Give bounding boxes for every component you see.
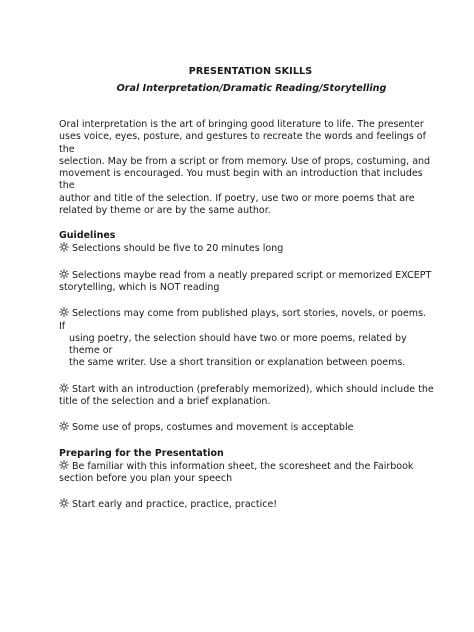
intro-line: selection. May be from a script or from memory. Use of props, costuming, and [59,155,431,167]
intro-line: author and title of the selection. If poetry, use two or more poems that are [59,192,415,204]
guideline-text: the same writer. Use a short transition or explanation between poems. [69,357,406,369]
sun-icon [59,307,69,317]
guideline-text: storytelling, which is NOT reading [59,281,220,293]
guideline-item [59,307,434,369]
guidelines-heading: Guidelines [59,230,116,242]
intro-line: movement is encouraged. You must begin with an introduction that includes the [59,168,423,192]
page-title: PRESENTATION SKILLS [188,66,313,77]
intro-line: Oral interpretation is the art of bringing good literature to life. The presenter [59,119,424,130]
sun-icon [59,269,69,279]
sun-icon [59,498,69,508]
sun-icon [59,383,69,393]
guideline-item [59,242,434,255]
sun-icon [59,421,69,431]
sun-icon [59,460,69,470]
guideline-item [59,421,434,434]
guideline-text: Selections maybe read from a neatly prepared script or memorized EXCEPT [72,269,432,281]
guideline-text: Start with an introduction (preferably memorized), which should include the [72,383,434,395]
preparing-item [59,498,434,511]
guideline-item [59,383,434,409]
preparing-heading: Preparing for the Presentation [59,447,224,459]
guideline-text: Some use of props, costumes and movement is acceptable [72,422,354,434]
guideline-text: Selections should be five to 20 minutes long [72,243,284,255]
guideline-text: Selections may come from published plays, sort stories, novels, or poems. If [59,308,426,332]
guideline-text: title of the selection and a brief explanation. [59,396,271,408]
preparing-text: Be familiar with this information sheet, the scoresheet and the Fairbook [72,460,414,472]
guideline-item [59,269,434,295]
intro-line: related by theme or are by the same author. [59,205,271,217]
page-subtitle: Oral Interpretation/Dramatic Reading/Storytelling [116,83,387,94]
intro-paragraph [59,119,434,217]
intro-line: uses voice, eyes, posture, and gestures to recreate the words and feelings of the [59,131,426,155]
preparing-text: section before you plan your speech [59,472,233,484]
preparing-text: Start early and practice, practice, practice! [72,499,278,511]
sun-icon [59,242,69,252]
preparing-item [59,460,434,486]
guideline-text: using poetry, the selection should have two or more poems, related by theme or [69,332,407,357]
